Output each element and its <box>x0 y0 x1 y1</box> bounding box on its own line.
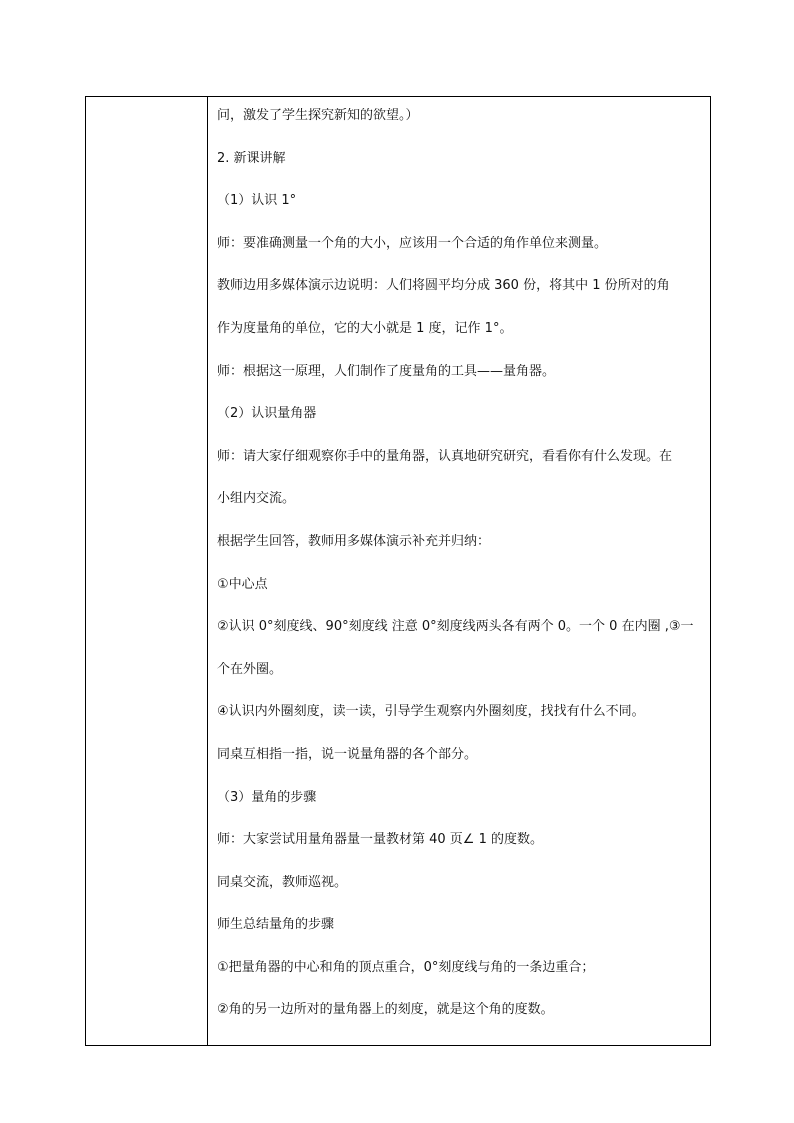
left-column-cell <box>86 97 208 1046</box>
list-item: ②认识 0°刻度线、90°刻度线 注意 0°刻度线两头各有两个 0。一个 0 在内圈 ,③一 <box>217 619 694 635</box>
text-line: 师生总结量角的步骤 <box>217 917 335 933</box>
text-line: 教师边用多媒体演示边说明：人们将圆平均分成 360 份，将其中 1 份所对的角 <box>217 278 670 294</box>
list-item: ④认识内外圈刻度，读一读，引导学生观察内外圈刻度，找找有什么不同。 <box>217 704 645 720</box>
text-line: 个在外圈。 <box>217 661 283 677</box>
subsection-heading: （1）认识 1° <box>217 193 297 209</box>
list-item: ②角的另一边所对的量角器上的刻度，就是这个角的度数。 <box>217 1002 554 1018</box>
text-line: 师：根据这一原理，人们制作了度量角的工具——量角器。 <box>217 363 556 379</box>
subsection-heading: （2）认识量角器 <box>217 406 317 422</box>
subsection-heading: （3）量角的步骤 <box>217 789 317 805</box>
list-item: ①中心点 <box>217 576 268 592</box>
text-line: 同桌交流，教师巡视。 <box>217 874 348 890</box>
content-lines <box>208 97 710 1018</box>
text-line: 作为度量角的单位，它的大小就是 1 度，记作 1°。 <box>217 320 513 336</box>
table-row <box>86 97 711 1046</box>
text-line: 师：要准确测量一个角的大小，应该用一个合适的角作单位来测量。 <box>217 235 608 251</box>
list-item: ①把量角器的中心和角的顶点重合，0°刻度线与角的一条边重合； <box>217 959 595 975</box>
text-line: 根据学生回答，教师用多媒体演示补充并归纳： <box>217 533 491 549</box>
lesson-plan-table <box>85 96 711 1046</box>
text-line: 同桌互相指一指，说一说量角器的各个部分。 <box>217 746 478 762</box>
content-cell <box>208 97 711 1046</box>
text-line: 小组内交流。 <box>217 491 296 507</box>
text-line: 问，激发了学生探究新知的欲望。） <box>217 108 419 123</box>
text-line: 师：请大家仔细观察你手中的量角器，认真地研究研究，看看你有什么发现。在 <box>217 448 673 464</box>
text-line: 师：大家尝试用量角器量一量教材第 40 页∠ 1 的度数。 <box>217 832 543 848</box>
section-heading: 2. 新课讲解 <box>217 150 286 166</box>
